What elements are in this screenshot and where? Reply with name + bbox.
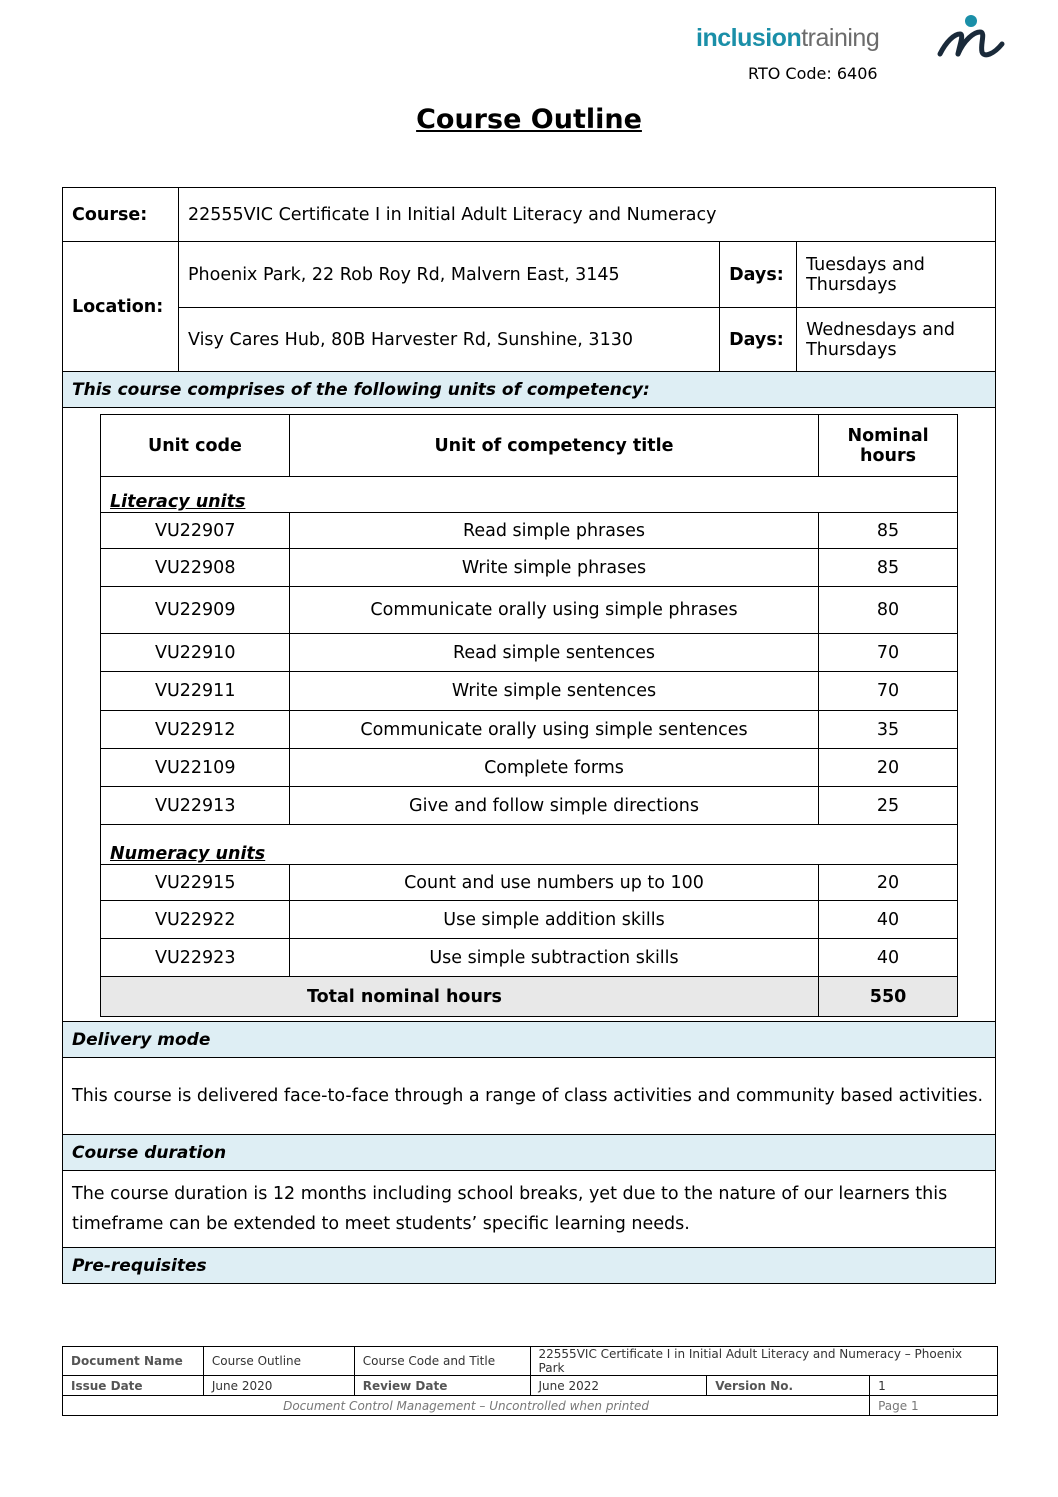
course-row (63, 188, 996, 242)
duration-text: The course duration is 12 months including school breaks, yet due to the nature of our learners this timeframe can be extended to meet students’ specific learning needs. (63, 1171, 996, 1248)
location-address: Visy Cares Hub, 80B Harvester Rd, Sunshine, 3130 (178, 308, 719, 372)
unit-code: VU22911 (101, 672, 290, 711)
group-row (101, 825, 958, 865)
unit-hours: 40 (819, 901, 958, 939)
code-title: 22555VIC Certificate I in Initial Adult Literacy and Numeracy – Phoenix Park (530, 1347, 997, 1376)
issue-date-label: Issue Date (63, 1376, 204, 1396)
table-row (101, 787, 958, 825)
location-address: Phoenix Park, 22 Rob Roy Rd, Malvern East, 3145 (178, 242, 719, 308)
days-label: Days: (720, 242, 797, 308)
table-row (101, 549, 958, 587)
footer-row (63, 1376, 998, 1396)
table-row (101, 865, 958, 901)
unit-hours: 35 (819, 711, 958, 749)
control-notice: Document Control Management – Uncontrolled when printed (63, 1396, 870, 1416)
unit-code: VU22912 (101, 711, 290, 749)
delivery-row (63, 1058, 996, 1135)
course-value: 22555VIC Certificate I in Initial Adult Literacy and Numeracy (178, 188, 995, 242)
version-label: Version No. (707, 1376, 870, 1396)
days-label: Days: (720, 308, 797, 372)
unit-code: VU22923 (101, 939, 290, 977)
units-container-row (63, 408, 996, 1022)
unit-hours: 40 (819, 939, 958, 977)
unit-title: Use simple addition skills (289, 901, 818, 939)
units-heading: This course comprises of the following units of competency: (63, 372, 996, 408)
table-row (101, 711, 958, 749)
unit-title: Read simple phrases (289, 513, 818, 549)
unit-title: Write simple phrases (289, 549, 818, 587)
doc-name-label: Document Name (63, 1347, 204, 1376)
duration-heading: Course duration (63, 1135, 996, 1171)
page-number: Page 1 (870, 1396, 998, 1416)
numeracy-units-label: Numeracy units (101, 825, 958, 865)
location-row (63, 308, 996, 372)
unit-code: VU22909 (101, 587, 290, 634)
unit-hours: 70 (819, 672, 958, 711)
units-table-header (101, 415, 958, 477)
unit-hours: 70 (819, 634, 958, 672)
version-number: 1 (870, 1376, 998, 1396)
issue-date: June 2020 (203, 1376, 354, 1396)
table-row (101, 672, 958, 711)
header-unit-title: Unit of competency title (289, 415, 818, 477)
table-row (101, 901, 958, 939)
location-days: Tuesdays and Thursdays (797, 242, 996, 308)
units-heading-row (63, 372, 996, 408)
unit-code: VU22910 (101, 634, 290, 672)
prereq-heading: Pre-requisites (63, 1248, 996, 1284)
literacy-units-label: Literacy units (101, 477, 958, 513)
unit-hours: 85 (819, 513, 958, 549)
review-date: June 2022 (530, 1376, 707, 1396)
code-title-label: Course Code and Title (354, 1347, 530, 1376)
review-date-label: Review Date (354, 1376, 530, 1396)
unit-title: Write simple sentences (289, 672, 818, 711)
location-label: Location: (63, 242, 179, 372)
total-hours: 550 (819, 977, 958, 1017)
total-label: Total nominal hours (101, 977, 819, 1017)
table-row (101, 587, 958, 634)
course-outline-table (62, 187, 996, 1284)
unit-code: VU22907 (101, 513, 290, 549)
rto-code: RTO Code: 6406 (748, 64, 878, 83)
footer-row (63, 1396, 998, 1416)
header-nominal-hours: Nominal hours (819, 415, 958, 477)
unit-code: VU22913 (101, 787, 290, 825)
location-days: Wednesdays and Thursdays (797, 308, 996, 372)
unit-title: Communicate orally using simple sentences (289, 711, 818, 749)
prereq-heading-row (63, 1248, 996, 1284)
location-row (63, 242, 996, 308)
units-table (100, 414, 958, 1017)
unit-code: VU22915 (101, 865, 290, 901)
unit-code: VU22922 (101, 901, 290, 939)
unit-code: VU22109 (101, 749, 290, 787)
unit-title: Read simple sentences (289, 634, 818, 672)
delivery-heading: Delivery mode (63, 1022, 996, 1058)
course-label: Course: (63, 188, 179, 242)
unit-title: Count and use numbers up to 100 (289, 865, 818, 901)
unit-hours: 25 (819, 787, 958, 825)
table-row (101, 513, 958, 549)
header-unit-code: Unit code (101, 415, 290, 477)
unit-title: Communicate orally using simple phrases (289, 587, 818, 634)
delivery-heading-row (63, 1022, 996, 1058)
unit-title: Use simple subtraction skills (289, 939, 818, 977)
logo-wordmark: inclusiontraining (696, 24, 880, 52)
doc-name: Course Outline (203, 1347, 354, 1376)
delivery-text: This course is delivered face-to-face through a range of class activities and community based activities. (63, 1058, 996, 1135)
duration-heading-row (63, 1135, 996, 1171)
unit-title: Give and follow simple directions (289, 787, 818, 825)
table-row (101, 634, 958, 672)
unit-hours: 85 (819, 549, 958, 587)
unit-hours: 20 (819, 865, 958, 901)
table-row (101, 939, 958, 977)
table-row (101, 749, 958, 787)
logo-mark-icon (934, 14, 1006, 60)
unit-title: Complete forms (289, 749, 818, 787)
unit-hours: 80 (819, 587, 958, 634)
unit-hours: 20 (819, 749, 958, 787)
page-title: Course Outline (416, 104, 642, 135)
group-row (101, 477, 958, 513)
document-control-footer (62, 1346, 998, 1416)
inclusion-training-logo (696, 14, 1006, 60)
duration-row (63, 1171, 996, 1248)
footer-row (63, 1347, 998, 1376)
unit-code: VU22908 (101, 549, 290, 587)
total-row (101, 977, 958, 1017)
